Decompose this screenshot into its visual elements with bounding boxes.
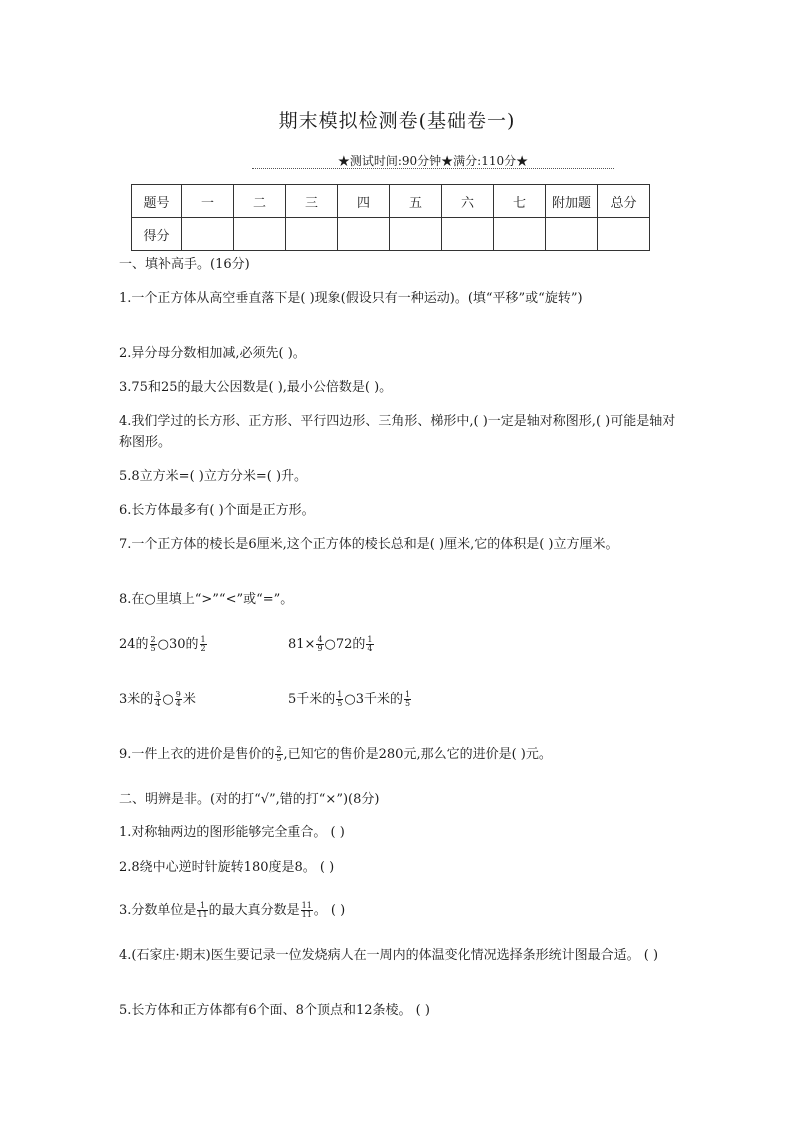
- compare-text: 24的: [119, 637, 149, 652]
- score-input-cell[interactable]: [546, 218, 598, 251]
- score-cell: 六: [442, 185, 494, 218]
- question-1-6: 6.长方体最多有( )个面是正方形。: [119, 503, 315, 518]
- question-1-7: 7.一个正方体的棱长是6厘米,这个正方体的棱长总和是( )厘米,它的体积是( )立方厘米。: [119, 537, 619, 552]
- compare-text: 3米的: [119, 692, 154, 707]
- score-cell: 四: [338, 185, 390, 218]
- score-input-cell[interactable]: [442, 218, 494, 251]
- score-cell: 总分: [598, 185, 650, 218]
- question-2-3: 3.分数单位是 $\frac{1}{11}$ 的最大真分数是 $\frac{11}{11}$ 。 ( ): [119, 901, 346, 919]
- fraction: $\frac{1}{2}$: [200, 635, 206, 653]
- compare-text: 81×: [288, 637, 316, 652]
- compare-item-c: [119, 689, 279, 710]
- score-cell: 七: [494, 185, 546, 218]
- compare-item-b: [288, 634, 488, 655]
- question-2-1: 1.对称轴两边的图形能够完全重合。 ( ): [119, 825, 345, 840]
- compare-text: ○72的: [324, 637, 366, 652]
- question-1-4: 4.我们学过的长方形、正方形、平行四边形、三角形、梯形中,( )一定是轴对称图形,( )可能是轴对称图形。: [119, 414, 676, 450]
- fraction: $\frac{2}{5}$: [150, 635, 156, 653]
- fraction: $\frac{1}{4}$: [367, 635, 373, 653]
- compare-text: 米: [182, 692, 196, 707]
- score-cell: 一: [182, 185, 234, 218]
- score-table-score-row: [132, 218, 650, 251]
- score-input-cell[interactable]: [234, 218, 286, 251]
- score-cell: 五: [390, 185, 442, 218]
- score-input-cell[interactable]: [390, 218, 442, 251]
- fraction: $\frac{2}{5}$: [276, 745, 282, 763]
- compare-text: ○: [162, 692, 174, 707]
- fraction: $\frac{11}{11}$: [301, 901, 312, 919]
- score-cell: 二: [234, 185, 286, 218]
- fraction: $\frac{9}{4}$: [175, 690, 181, 708]
- question-1-9: 9.一件上衣的进价是售价的 $\frac{2}{5}$ ,已知它的售价是280元,那么它的进价是( )元。: [119, 745, 552, 763]
- compare-text: ○30的: [157, 637, 199, 652]
- score-input-cell[interactable]: [494, 218, 546, 251]
- score-input-cell[interactable]: [338, 218, 390, 251]
- page-title: 期末模拟检测卷(基础卷一): [278, 110, 516, 132]
- fraction: $\frac{1}{5}$: [405, 690, 411, 708]
- score-input-cell[interactable]: [286, 218, 338, 251]
- compare-item-d: [288, 689, 488, 710]
- fraction: $\frac{4}{9}$: [317, 635, 323, 653]
- score-table: [131, 184, 650, 251]
- question-1-8: 8.在○里填上“>”“<”或“=”。: [119, 592, 294, 607]
- fraction: $\frac{1}{5}$: [337, 690, 343, 708]
- section-2-title: 二、明辨是非。(对的打“√”,错的打“×”)(8分): [119, 792, 380, 807]
- compare-text: ○3千米的: [344, 692, 403, 707]
- question-1-1: 1.一个正方体从高空垂直落下是( )现象(假设只有一种运动)。(填“平移”或“旋转”): [119, 291, 583, 306]
- score-input-cell[interactable]: [598, 218, 650, 251]
- fraction: $\frac{3}{4}$: [155, 690, 161, 708]
- score-input-cell[interactable]: [182, 218, 234, 251]
- score-cell: 题号: [132, 185, 182, 218]
- compare-item-a: [119, 634, 279, 655]
- question-1-2: 2.异分母分数相加减,必须先( )。: [119, 346, 306, 361]
- section-1-title: 一、填补高手。(16分): [119, 257, 250, 272]
- score-table-header-row: [132, 185, 650, 218]
- compare-text: 5千米的: [288, 692, 336, 707]
- score-cell: 附加题: [546, 185, 598, 218]
- question-2-4: 4.(石家庄·期末)医生要记录一位发烧病人在一周内的体温变化情况选择条形统计图最合适。 ( ): [119, 948, 659, 963]
- question-2-5: 5.长方体和正方体都有6个面、8个顶点和12条棱。 ( ): [119, 1003, 430, 1018]
- score-cell: 得分: [132, 218, 182, 251]
- question-1-3: 3.75和25的最大公因数是( ),最小公倍数是( )。: [119, 380, 393, 395]
- fraction: $\frac{1}{11}$: [197, 901, 208, 919]
- question-1-5: 5.8立方米=( )立方分米=( )升。: [119, 469, 308, 484]
- question-2-2: 2.8绕中心逆时针旋转180度是8。 ( ): [119, 860, 335, 875]
- score-cell: 三: [286, 185, 338, 218]
- exam-meta: ★测试时间:90分钟★满分:110分★: [252, 152, 614, 169]
